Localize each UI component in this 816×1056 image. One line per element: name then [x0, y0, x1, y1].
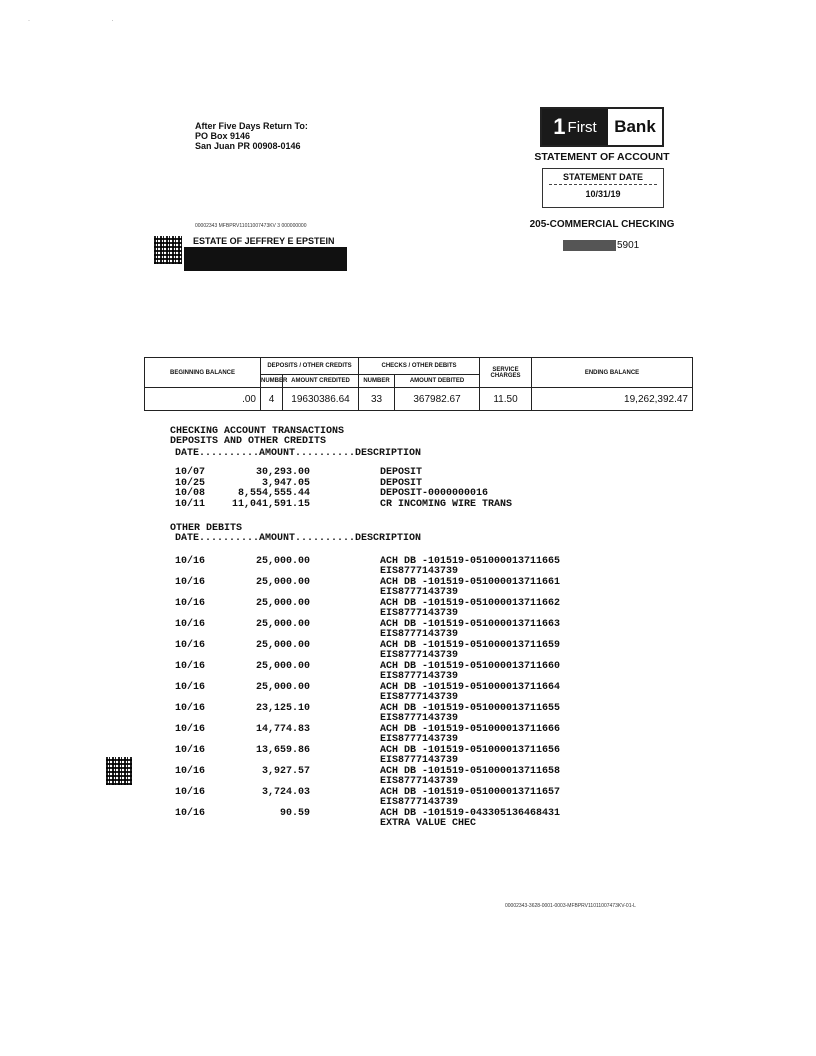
account-type: 205-COMMERCIAL CHECKING — [529, 219, 675, 230]
header-amount-debited: AMOUNT DEBITED — [395, 375, 480, 388]
debit-description: ACH DB -101519-051000013711659 — [380, 640, 561, 651]
debit-description: ACH DB -101519-051000013711661 — [380, 577, 561, 588]
debit-description: ACH DB -101519-051000013711655 — [380, 703, 561, 714]
deposits-number: 4 — [261, 388, 283, 411]
debit-description: ACH DB -101519-043305136468431 — [380, 808, 561, 819]
debit-date: 10/16 — [175, 787, 206, 798]
deposits-amount: 19630386.64 — [283, 388, 359, 411]
header-amount-credited: AMOUNT CREDITED — [283, 375, 359, 388]
statement-date-label: STATEMENT DATE — [563, 172, 643, 182]
beginning-balance: .00 — [145, 388, 261, 411]
credit-description: DEPOSIT-0000000016 — [380, 488, 489, 499]
transactions-title: CHECKING ACCOUNT TRANSACTIONS — [170, 426, 345, 437]
debits-amount: 367982.67 — [395, 388, 480, 411]
debit-memo: EIS8777143739 — [380, 566, 459, 577]
debit-amount: 25,000.00 — [255, 682, 310, 693]
credit-amount: 3,947.05 — [261, 477, 310, 489]
statement-date-box — [542, 168, 664, 208]
return-address-line: After Five Days Return To: — [195, 121, 308, 131]
header-service-charges: SERVICE CHARGES — [480, 358, 532, 388]
debit-description: ACH DB -101519-051000013711665 — [380, 556, 561, 567]
debit-amount: 13,659.86 — [255, 745, 310, 756]
debits-column-header: DATE..........AMOUNT..........DESCRIPTION — [175, 533, 422, 544]
debit-amount: 25,000.00 — [255, 640, 310, 651]
debit-description: ACH DB -101519-051000013711663 — [380, 619, 561, 630]
debit-date: 10/16 — [175, 619, 206, 630]
qr-code-icon — [106, 757, 132, 785]
credit-description: DEPOSIT — [380, 477, 423, 489]
qr-code-icon — [154, 236, 182, 264]
bank-logo-first: First — [567, 118, 597, 136]
credit-amount: 8,554,555.44 — [237, 488, 310, 499]
debit-description: ACH DB -101519-051000013711656 — [380, 745, 561, 756]
debit-date: 10/16 — [175, 703, 206, 714]
debit-memo: EIS8777143739 — [380, 734, 459, 745]
credit-date: 10/08 — [175, 488, 206, 499]
credits-column-header: DATE..........AMOUNT..........DESCRIPTION — [175, 448, 422, 459]
debit-memo: EIS8777143739 — [380, 671, 459, 682]
debit-memo: EIS8777143739 — [380, 797, 459, 808]
account-suffix: 5901 — [617, 240, 640, 251]
credit-date: 10/11 — [175, 498, 206, 510]
debit-date: 10/16 — [175, 808, 206, 819]
debit-date: 10/16 — [175, 556, 206, 567]
debit-date: 10/16 — [175, 661, 206, 672]
debit-memo: EIS8777143739 — [380, 629, 459, 640]
debit-description: ACH DB -101519-051000013711662 — [380, 598, 561, 609]
debit-amount: 23,125.10 — [255, 703, 310, 714]
credits-title: DEPOSITS AND OTHER CREDITS — [170, 436, 327, 447]
debit-date: 10/16 — [175, 598, 206, 609]
bank-logo-mark — [542, 109, 608, 145]
header-deposits: DEPOSITS / OTHER CREDITS — [261, 358, 359, 375]
header-number: NUMBER — [359, 375, 395, 388]
credit-description: DEPOSIT — [380, 467, 423, 478]
bank-logo-number: 1 — [553, 114, 566, 139]
debit-memo: EIS8777143739 — [380, 650, 459, 661]
debit-date: 10/16 — [175, 640, 206, 651]
credit-description: CR INCOMING WIRE TRANS — [380, 498, 513, 510]
debit-description: ACH DB -101519-051000013711666 — [380, 724, 561, 735]
account-summary-table — [144, 357, 693, 411]
debit-date: 10/16 — [175, 745, 206, 756]
debit-memo: EIS8777143739 — [380, 755, 459, 766]
debit-amount: 90.59 — [279, 808, 310, 819]
bank-logo-bank: Bank — [614, 117, 656, 136]
header-number: NUMBER — [261, 375, 283, 388]
debit-memo: EIS8777143739 — [380, 608, 459, 619]
debit-description: ACH DB -101519-051000013711660 — [380, 661, 561, 672]
mail-barcode-text: 00002343 MFBPRV11011007473KV 3 000000000 — [195, 223, 307, 229]
return-address — [195, 121, 308, 151]
debit-amount: 14,774.83 — [255, 724, 310, 735]
debit-memo: EIS8777143739 — [380, 713, 459, 724]
credit-date: 10/07 — [175, 467, 206, 478]
debit-date: 10/16 — [175, 766, 206, 777]
debit-amount: 25,000.00 — [255, 577, 310, 588]
debit-date: 10/16 — [175, 724, 206, 735]
header-ending-balance: ENDING BALANCE — [532, 358, 693, 388]
debit-amount: 3,927.57 — [261, 766, 310, 777]
footer-code: 00002343-3628-0001-0003-MFBPRV11011007473KV-01-L — [505, 903, 636, 909]
statement-date: 10/31/19 — [585, 189, 621, 199]
debits-title: OTHER DEBITS — [170, 523, 243, 534]
ending-balance: 19,262,392.47 — [532, 388, 693, 411]
debit-memo: EIS8777143739 — [380, 692, 459, 703]
redaction-bar — [563, 240, 616, 251]
service-charges: 11.50 — [480, 388, 532, 411]
header-beginning-balance: BEGINNING BALANCE — [145, 358, 261, 388]
statement-title: STATEMENT OF ACCOUNT — [534, 151, 670, 163]
debit-amount: 25,000.00 — [255, 661, 310, 672]
divider — [549, 184, 657, 185]
return-address-line: PO Box 9146 — [195, 131, 251, 141]
debit-amount: 25,000.00 — [255, 619, 310, 630]
debit-amount: 25,000.00 — [255, 556, 310, 567]
header-checks: CHECKS / OTHER DEBITS — [359, 358, 480, 375]
credit-amount: 30,293.00 — [255, 467, 310, 478]
return-address-line: San Juan PR 00908-0146 — [195, 141, 301, 151]
debit-amount: 25,000.00 — [255, 598, 310, 609]
bank-logo — [540, 107, 664, 147]
credit-amount: 11,041,591.15 — [231, 498, 310, 510]
debit-amount: 3,724.03 — [261, 787, 310, 798]
addressee-name: ESTATE OF JEFFREY E EPSTEIN — [193, 236, 335, 246]
debit-description: ACH DB -101519-051000013711657 — [380, 787, 561, 798]
debit-memo: EXTRA VALUE CHEC — [380, 818, 477, 829]
credit-date: 10/25 — [175, 477, 206, 489]
debit-memo: EIS8777143739 — [380, 587, 459, 598]
debits-number: 33 — [359, 388, 395, 411]
redaction-bar — [184, 247, 347, 271]
account-number — [563, 240, 639, 251]
debit-description: ACH DB -101519-051000013711664 — [380, 682, 561, 693]
debit-description: ACH DB -101519-051000013711658 — [380, 766, 561, 777]
debit-date: 10/16 — [175, 682, 206, 693]
debit-memo: EIS8777143739 — [380, 776, 459, 787]
scan-specks: · · — [28, 18, 154, 24]
debit-date: 10/16 — [175, 577, 206, 588]
